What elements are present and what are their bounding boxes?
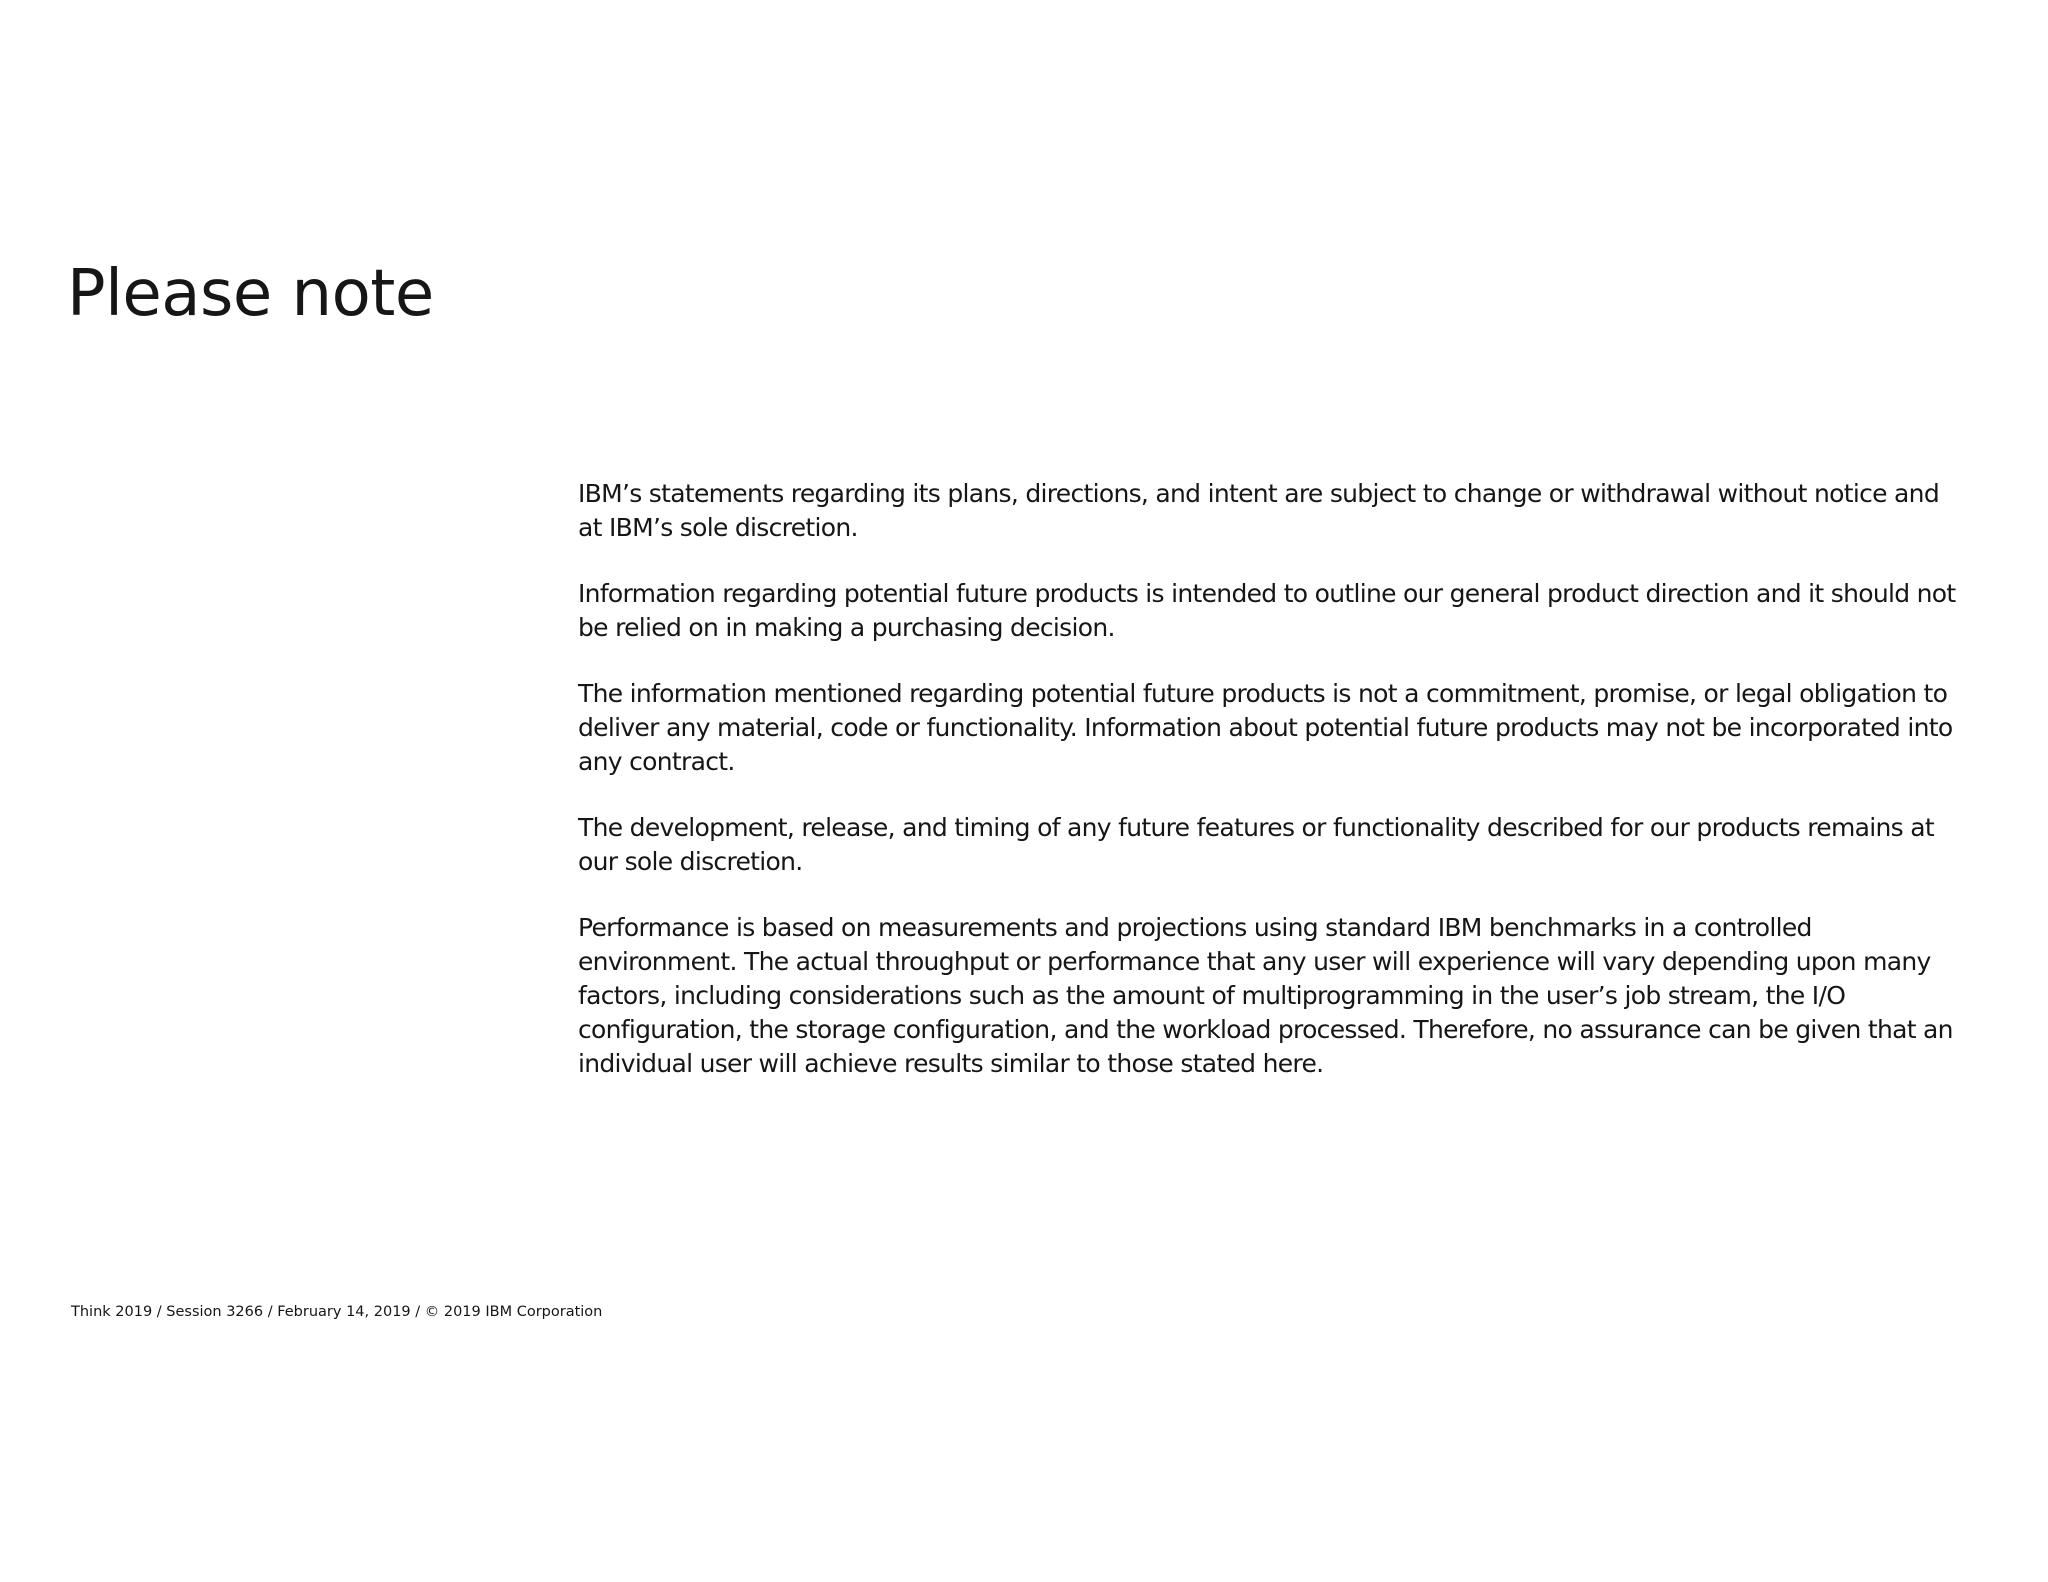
- slide-footer: Think 2019 / Session 3266 / February 14, 2019 / © 2019 IBM Corporation: [71, 1304, 603, 1320]
- disclaimer-paragraph-future-products: Information regarding potential future products is intended to outline our general product direction and it should not be relied on in making a purchasing decision.: [578, 579, 1956, 642]
- disclaimer-paragraph-timing: The development, release, and timing of any future features or functionality described for our products remains at our sole discretion.: [578, 813, 1934, 876]
- disclaimer-body: [578, 477, 1958, 1113]
- disclaimer-paragraph-plans: IBM’s statements regarding its plans, directions, and intent are subject to change or withdrawal without notice and at IBM’s sole discretion.: [578, 479, 1939, 542]
- disclaimer-paragraph-no-commitment: The information mentioned regarding potential future products is not a commitment, promise, or legal obligation to deliver any material, code or functionality. Information about potential future products may not be incorporated into any contract.: [578, 679, 1953, 776]
- disclaimer-paragraph-performance: Performance is based on measurements and projections using standard IBM benchmarks in a controlled environment. The actual throughput or performance that any user will experience will vary depending upon many factors, including considerations such as the amount of multiprogramming in the user’s job stream, the I/O configuration, the storage configuration, and the workload processed. Therefore, no assurance can be given that an individual user will achieve results similar to those stated here.: [578, 913, 1953, 1078]
- slide-title: Please note: [67, 257, 434, 331]
